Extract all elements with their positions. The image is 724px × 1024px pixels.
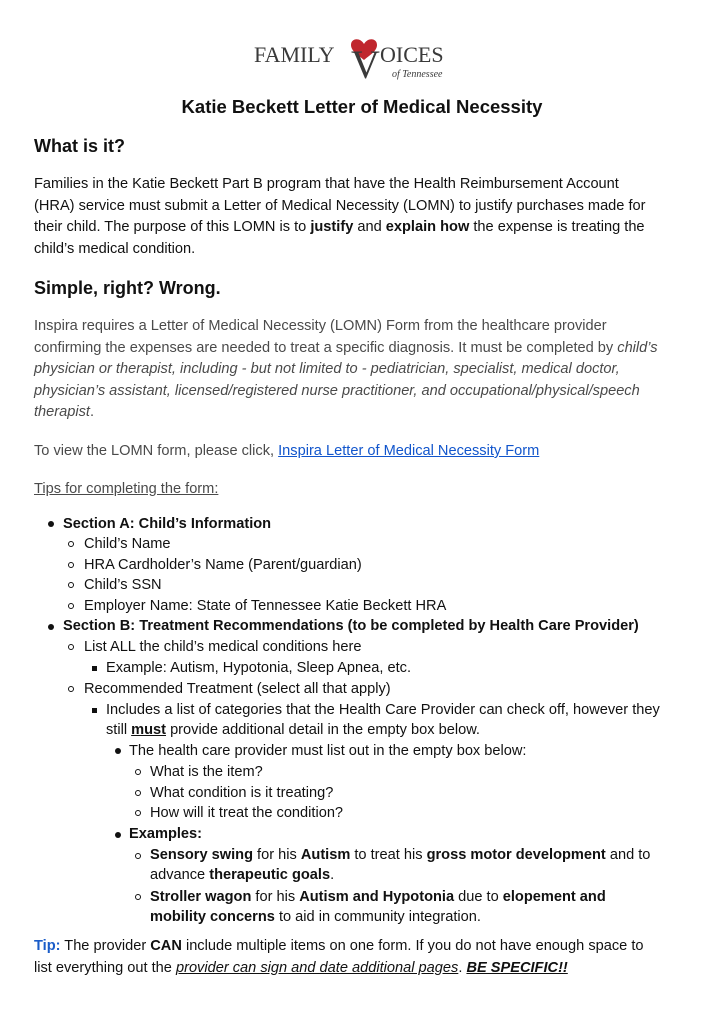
para-line: therapist. [34, 404, 95, 420]
para-line: physician’s assistant, licensed/registered nurse practitioner, and occupational/physical/speech [34, 382, 640, 399]
bullet-circle [68, 582, 74, 588]
logo-letter-v: V [351, 42, 380, 86]
tips-heading: Tips for completing the form: [34, 481, 219, 497]
list-item: Child’s SSN [84, 577, 162, 593]
page-title: Katie Beckett Letter of Medical Necessity [181, 96, 543, 117]
para-line: child’s medical condition. [34, 240, 196, 257]
what-is-it-paragraph [34, 174, 694, 260]
list-item: Child’s Name [84, 536, 171, 552]
tip-label: Tip: [34, 938, 61, 954]
family-voices-logo [0, 30, 724, 86]
logo-word-voices: OICES [380, 42, 444, 67]
what-is-it-heading: What is it? [34, 136, 125, 156]
view-form-line: To view the LOMN form, please click, Inspira Letter of Medical Necessity Form [34, 443, 540, 459]
emphasis-must: must [131, 722, 167, 738]
logo-word-family: FAMILY [254, 42, 335, 67]
example-1-line-1: Sensory swing for his Autism to treat his gross motor development and to [150, 847, 651, 863]
example-1-line-2: advance therapeutic goals. [150, 867, 335, 883]
inspira-lomn-form-link[interactable]: Inspira Letter of Medical Necessity Form [278, 443, 540, 459]
tip-line-2: list everything out the provider can sign and date additional pages. BE SPECIFIC!! [34, 959, 568, 976]
bullet-circle [135, 853, 141, 859]
emphasis-explain-how: explain how [385, 219, 470, 235]
list-item: Recommended Treatment (select all that apply) [84, 681, 391, 697]
bullet-circle [68, 603, 74, 609]
bullet-circle [135, 790, 141, 796]
bullet-circle [68, 562, 74, 568]
bullet-disc [48, 624, 54, 630]
example-2-line-2: mobility concerns to aid in community integration. [150, 909, 481, 925]
list-item: Includes a list of categories that the Health Care Provider can check off, however they [106, 702, 660, 718]
examples-label: Examples: [129, 826, 203, 842]
requirements-paragraph [34, 316, 694, 424]
list-item: List ALL the child’s medical conditions here [84, 639, 362, 655]
list-item-continued: still must provide additional detail in the empty box below. [106, 722, 480, 738]
section-b-label: Section B: Treatment Recommendations (to be completed by Health Care Provider) [63, 618, 639, 634]
para-line: confirming the expenses are needed to treat a specific diagnosis. It must be completed by child’s [34, 339, 658, 356]
bullet-circle [68, 644, 74, 650]
bullet-disc [115, 832, 121, 838]
bullet-square [92, 708, 97, 713]
list-item: What is the item? [150, 764, 263, 780]
tip-paragraph [34, 936, 694, 979]
tip-line-1: Tip: The provider CAN include multiple items on one form. If you do not have enough space to [34, 938, 644, 954]
para-line: Inspira requires a Letter of Medical Necessity (LOMN) Form from the healthcare provider [34, 318, 607, 334]
bullet-circle [68, 541, 74, 547]
para-line: (HRA) service must submit a Letter of Medical Necessity (LOMN) to justify purchases made for [34, 197, 646, 214]
bullet-disc [115, 748, 121, 754]
logo-graphic [252, 30, 472, 86]
bullet-disc [48, 521, 54, 527]
logo-tagline: of Tennessee [392, 69, 443, 80]
para-line: Families in the Katie Beckett Part B program that have the Health Reimbursement Account [34, 176, 619, 192]
emphasis-justify: justify [310, 219, 354, 235]
list-item: Employer Name: State of Tennessee Katie Beckett HRA [84, 598, 447, 614]
bullet-square [92, 666, 97, 671]
list-item: Example: Autism, Hypotonia, Sleep Apnea, etc. [106, 660, 412, 676]
simple-right-heading: Simple, right? Wrong. [34, 278, 221, 298]
list-item: HRA Cardholder’s Name (Parent/guardian) [84, 557, 362, 573]
bullet-circle [135, 810, 141, 816]
list-item: The health care provider must list out in the empty box below: [129, 743, 527, 759]
bullet-circle [135, 894, 141, 900]
list-item: What condition is it treating? [150, 785, 334, 801]
para-line: physician or therapist, including - but not limited to - pediatrician, specialist, medical doctor, [34, 361, 620, 377]
list-item: How will it treat the condition? [150, 805, 344, 821]
section-a-label: Section A: Child’s Information [63, 516, 272, 532]
para-line: their child. The purpose of this LOMN is to justify and explain how the expense is treating the [34, 219, 645, 235]
bullet-circle [135, 769, 141, 775]
bullet-circle [68, 686, 74, 692]
example-2-line-1: Stroller wagon for his Autism and Hypotonia due to elopement and [150, 889, 606, 905]
